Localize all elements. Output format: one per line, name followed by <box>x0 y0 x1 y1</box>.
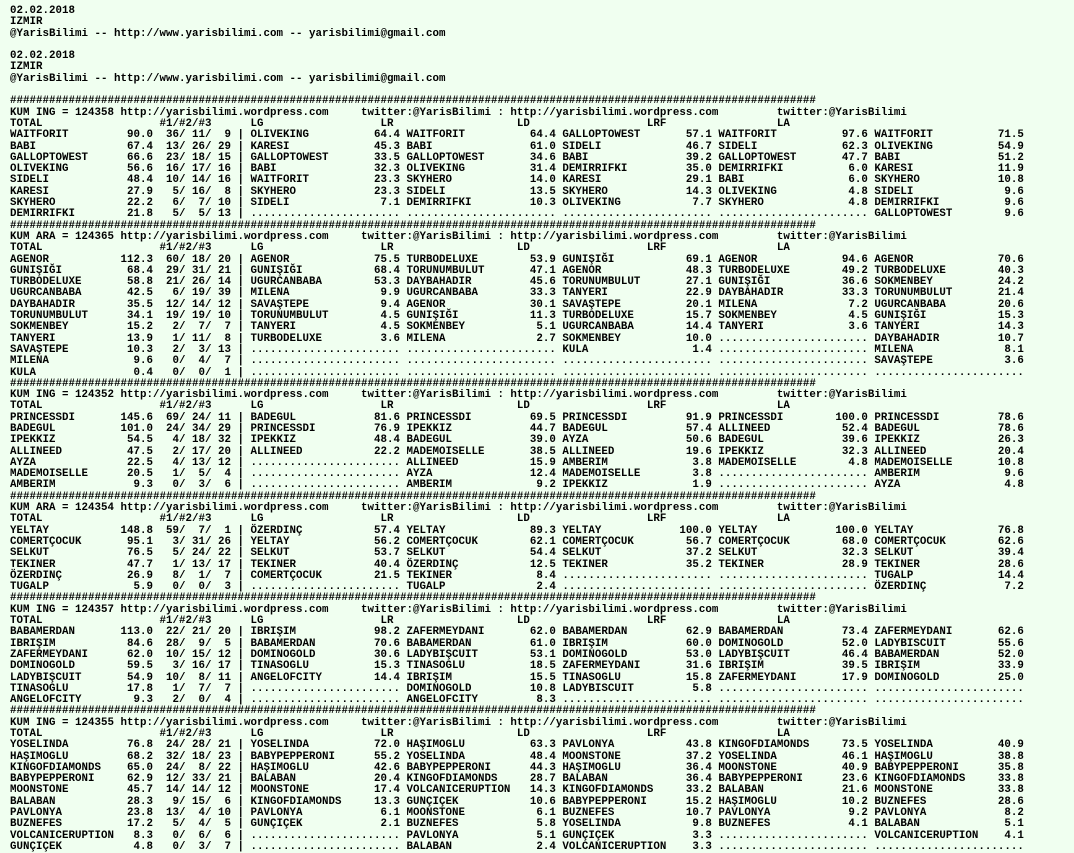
race-row: GUNIŞIĞI 68.4 29/ 31/ 21 | GUNIŞIĞI 68.4 TORUNUMBULUT 47.1 AGENOR 48.3 TURBODELUXE 49.2 TURBODELUXE 40.3 <box>10 264 1024 277</box>
column-header: TOTAL #1/#2/#3 LG LR LD LRF LA <box>10 615 790 628</box>
race-row: MILENA 9.6 0/ 4/ 7 | ....................... ....................... ....................... ....................... SAVAŞTEPE 3.6 <box>10 355 1024 368</box>
race-title: KUM ING = 124357 http://yarisbilimi.wordpress.com twitter:@YarisBilimi : http://yarisbilimi.wordpress.com twitter:@YarisBilimi <box>10 603 907 616</box>
race-row: TANYERI 13.9 1/ 11/ 8 | TURBODELUXE 3.6 MILENA 2.7 SOKMENBEY 10.0 ....................... DAYBAHADIR 10.7 <box>10 332 1024 345</box>
race-row: AYZA 22.5 4/ 13/ 12 | ....................... ALLINEED 15.9 AMBERIM 3.8 MADEMOISELLE 4.8 MADEMOISELLE 10.8 <box>10 456 1024 469</box>
race-row: LADYBIŞCUIT 54.9 10/ 8/ 11 | ANGELOFCITY 14.4 IBRIŞIM 15.5 TINASOGLU 15.8 ZAFERMEYDANI 17.9 DOMINOGOLD 25.0 <box>10 671 1024 684</box>
race-row: MOONSTONE 45.7 14/ 14/ 12 | MOONSTONE 17.4 VOLCANICERUPTION 14.3 KINGOFDIAMONDS 33.2 BALABAN 21.6 MOONSTONE 33.8 <box>10 784 1024 797</box>
race-row: ÖZERDINÇ 26.9 8/ 1/ 7 | COMERTÇOCUK 21.5 TEKINER 8.4 ....................... ....................... TUGALP 14.4 <box>10 569 1024 582</box>
race-row: BUZNEFES 17.2 5/ 4/ 5 | GUNÇIÇEK 2.1 BUZNEFES 5.8 YOSELINDA 9.8 BUZNEFES 4.1 BALABAN 5.1 <box>10 818 1024 831</box>
separator-line: ############################################################################################################################ <box>10 95 816 108</box>
race-row: BABAMERDAN 113.0 22/ 21/ 20 | IBRIŞIM 98.2 ZAFERMEYDANI 62.0 BABAMERDAN 62.9 BABAMERDAN 73.4 ZAFERMEYDANI 62.6 <box>10 626 1024 639</box>
race-row: TEKINER 47.7 1/ 13/ 17 | TEKINER 40.4 ÖZERDINÇ 12.5 TEKINER 35.2 TEKINER 28.9 TEKINER 28.6 <box>10 558 1024 571</box>
race-row: PAVLONYA 23.8 13/ 4/ 10 | PAVLONYA 6.1 MOONSTONE 6.1 BUZNEFES 10.7 PAVLONYA 9.2 PAVLONYA 8.2 <box>10 807 1024 820</box>
race-row: VOLCANICERUPTION 8.3 0/ 6/ 6 | ....................... PAVLONYA 5.1 GUNÇIÇEK 3.3 ....................... VOLCANICERUPTION 4.1 <box>10 829 1024 842</box>
race-row: SIDELI 48.4 10/ 14/ 16 | WAITFORIT 23.3 SKYHERO 14.0 KARESI 29.1 BABI 6.0 SKYHERO 10.8 <box>10 174 1024 187</box>
column-header: TOTAL #1/#2/#3 LG LR LD LRF LA <box>10 242 790 255</box>
race-row: KULA 0.4 0/ 0/ 1 | ....................... ....................... ....................... ....................... ....................... <box>10 366 1024 379</box>
race-row: BABI 67.4 13/ 26/ 29 | KARESI 45.3 BABI 61.0 SIDELI 46.7 SIDELI 62.3 OLIVEKING 54.9 <box>10 140 1024 153</box>
header-city: IZMIR <box>10 61 43 74</box>
race-row: GUNÇIÇEK 4.8 0/ 3/ 7 | ....................... BALABAN 2.4 VOLCANICERUPTION 3.3 ....................... ....................... <box>10 840 1024 853</box>
race-row: SELKUT 76.5 5/ 24/ 22 | SELKUT 53.7 SELKUT 54.4 SELKUT 37.2 SELKUT 32.3 SELKUT 39.4 <box>10 547 1024 560</box>
header-contact: @YarisBilimi -- http://www.yarisbilimi.com -- yarisbilimi@gmail.com <box>10 72 446 85</box>
column-header: TOTAL #1/#2/#3 LG LR LD LRF LA <box>10 400 790 413</box>
race-row: AGENOR 112.3 60/ 18/ 20 | AGENOR 75.5 TURBODELUXE 53.9 GUNIŞIĞI 69.1 AGENOR 94.6 AGENOR 70.6 <box>10 253 1024 266</box>
race-row: ANGELOFCITY 9.3 2/ 0/ 4 | ....................... ANGELOFCITY 8.3 ....................... ....................... ....................... <box>10 694 1024 707</box>
race-title: KUM ING = 124352 http://yarisbilimi.wordpress.com twitter:@YarisBilimi : http://yarisbilimi.wordpress.com twitter:@YarisBilimi <box>10 389 907 402</box>
separator-line: ############################################################################################################################ <box>10 490 816 503</box>
race-row: ALLINEED 47.5 2/ 17/ 20 | ALLINEED 22.2 MADEMOISELLE 38.5 ALLINEED 19.6 IPEKKIZ 32.3 ALLINEED 20.4 <box>10 445 1024 458</box>
race-title: KUM ING = 124358 http://yarisbilimi.wordpress.com twitter:@YarisBilimi : http://yarisbilimi.wordpress.com twitter:@YarisBilimi <box>10 106 907 119</box>
race-row: GALLOPTOWEST 66.6 23/ 18/ 15 | GALLOPTOWEST 33.5 GALLOPTOWEST 34.6 BABI 39.2 GALLOPTOWEST 47.7 BABI 51.2 <box>10 151 1024 164</box>
race-row: PRINCESSDI 145.6 69/ 24/ 11 | BADEGUL 81.6 PRINCESSDI 69.5 PRINCESSDI 91.9 PRINCESSDI 100.0 PRINCESSDI 78.6 <box>10 411 1024 424</box>
race-row: DEMIRRIFKI 21.8 5/ 5/ 13 | ....................... ....................... ....................... ....................... GALLOPTOWEST 9.6 <box>10 208 1024 221</box>
separator-line: ############################################################################################################################ <box>10 219 816 232</box>
race-title: KUM ARA = 124354 http://yarisbilimi.wordpress.com twitter:@YarisBilimi : http://yarisbilimi.wordpress.com twitter:@YarisBilimi <box>10 502 907 515</box>
race-row: AMBERIM 9.3 0/ 3/ 6 | ....................... AMBERIM 9.2 IPEKKIZ 1.9 ....................... AYZA 4.8 <box>10 479 1024 492</box>
race-row: ZAFERMEYDANI 62.0 10/ 15/ 12 | DOMINOGOLD 30.6 LADYBIŞCUIT 53.1 DOMINOGOLD 53.0 LADYBIŞCUIT 46.4 BABAMERDAN 52.0 <box>10 648 1024 661</box>
header-date: 02.02.2018 <box>10 5 75 17</box>
race-row: BALABAN 28.3 9/ 15/ 6 | KINGOFDIAMONDS 13.3 GUNÇIÇEK 10.6 BABYPEPPERONI 15.2 HAŞIMOGLU 10.2 BUZNEFES 28.6 <box>10 795 1024 808</box>
race-row: TINASOGLU 17.8 1/ 7/ 7 | ....................... DOMINOGOLD 10.8 LADYBISCUIT 5.8 ....................... ....................... <box>10 682 1024 695</box>
column-header: TOTAL #1/#2/#3 LG LR LD LRF LA <box>10 728 790 740</box>
race-row: BADEGUL 101.0 24/ 34/ 29 | PRINCESSDI 76.9 IPEKKIZ 44.7 BADEGUL 57.4 ALLINEED 52.4 BADEGUL 78.6 <box>10 422 1024 435</box>
race-row: DOMINOGOLD 59.5 3/ 16/ 17 | TINASOGLU 15.3 TINASOGLU 18.5 ZAFERMEYDANI 31.6 IBRIŞIM 39.5 IBRIŞIM 33.9 <box>10 660 1024 673</box>
race-title: KUM ING = 124355 http://yarisbilimi.wordpress.com twitter:@YarisBilimi : http://yarisbilimi.wordpress.com twitter:@YarisBilimi <box>10 716 907 729</box>
race-row: IPEKKIZ 54.5 4/ 18/ 32 | IPEKKIZ 48.4 BADEGUL 39.0 AYZA 50.6 BADEGUL 39.6 IPEKKIZ 26.3 <box>10 434 1024 447</box>
column-header: TOTAL #1/#2/#3 LG LR LD LRF LA <box>10 513 790 526</box>
race-title: KUM ARA = 124365 http://yarisbilimi.wordpress.com twitter:@YarisBilimi : http://yarisbilimi.wordpress.com twitter:@YarisBilimi <box>10 230 907 243</box>
race-row: KARESI 27.9 5/ 16/ 8 | SKYHERO 23.3 SIDELI 13.5 SKYHERO 14.3 OLIVEKING 4.8 SIDELI 9.6 <box>10 185 1024 198</box>
separator-line: ############################################################################################################################ <box>10 592 816 605</box>
header-city: IZMIR <box>10 16 43 29</box>
race-row: WAITFORIT 90.0 36/ 11/ 9 | OLIVEKING 64.4 WAITFORIT 64.4 GALLOPTOWEST 57.1 WAITFORIT 97.6 WAITFORIT 71.5 <box>10 129 1024 142</box>
race-row: SOKMENBEY 15.2 2/ 7/ 7 | TANYERI 4.5 SOKMENBEY 5.1 UGURCANBABA 14.4 TANYERI 3.6 TANYERI 14.3 <box>10 321 1024 334</box>
header-contact: @YarisBilimi -- http://www.yarisbilimi.com -- yarisbilimi@gmail.com <box>10 27 446 40</box>
race-row: YOSELINDA 76.8 24/ 28/ 21 | YOSELINDA 72.0 HAŞIMOGLU 63.3 PAVLONYA 43.8 KINGOFDIAMONDS 73.5 YOSELINDA 40.9 <box>10 739 1024 752</box>
race-row: BABYPEPPERONI 62.9 12/ 33/ 21 | BALABAN 20.4 KINGOFDIAMONDS 28.7 BALABAN 36.4 BABYPEPPERONI 23.6 KINGOFDIAMONDS 33.8 <box>10 773 1024 786</box>
race-row: SKYHERO 22.2 6/ 7/ 10 | SIDELI 7.1 DEMIRRIFKI 10.3 OLIVEKING 7.7 SKYHERO 4.8 DEMIRRIFKI 9.6 <box>10 197 1024 210</box>
race-row: TUGALP 5.9 0/ 0/ 3 | ....................... TUGALP 2.4 ....................... ....................... ÖZERDINÇ 7.2 <box>10 581 1024 594</box>
race-row: YELTAY 148.8 59/ 7/ 1 | ÖZERDINÇ 57.4 YELTAY 89.3 YELTAY 100.0 YELTAY 100.0 YELTAY 76.8 <box>10 524 1024 537</box>
race-row: MADEMOISELLE 20.5 1/ 5/ 4 | ....................... AYZA 12.4 MADEMOISELLE 3.8 ....................... AMBERIM 9.6 <box>10 468 1024 481</box>
race-row: TURBODELUXE 58.8 21/ 26/ 14 | UGURCANBABA 53.3 DAYBAHADIR 45.6 TORUNUMBULUT 27.1 GUNIŞIĞI 36.6 SOKMENBEY 24.2 <box>10 276 1024 289</box>
race-row: KINGOFDIAMONDS 65.0 24/ 8/ 22 | HAŞIMOGLU 42.6 BABYPEPPERONI 44.3 HAŞIMOGLU 36.4 MOONSTONE 40.9 BABYPEPPERONI 35.8 <box>10 761 1024 774</box>
race-row: SAVAŞTEPE 10.3 2/ 3/ 13 | ....................... ....................... KULA 1.4 ....................... MILENA 8.1 <box>10 343 1024 356</box>
race-row: UGURCANBABA 42.5 6/ 19/ 39 | MILENA 9.9 UGURCANBABA 33.3 TANYERI 22.9 DAYBAHADIR 33.3 TORUNUMBULUT 21.4 <box>10 287 1024 300</box>
race-row: TORUNUMBULUT 34.1 19/ 19/ 10 | TORUNUMBULUT 4.5 GUNIŞIĞI 11.3 TURBODELUXE 15.7 SOKMENBEY 4.5 GUNIŞIĞI 15.3 <box>10 310 1024 323</box>
race-row: OLIVEKING 56.6 16/ 17/ 16 | BABI 32.3 OLIVEKING 31.4 DEMIRRIFKI 35.0 DEMIRRIFKI 6.0 KARESI 11.9 <box>10 163 1024 176</box>
race-row: HAŞIMOGLU 68.2 32/ 18/ 23 | BABYPEPPERONI 55.2 YOSELINDA 48.4 MOONSTONE 37.2 YOSELINDA 46.1 HAŞIMOGLU 38.8 <box>10 750 1024 763</box>
separator-line: ############################################################################################################################ <box>10 377 816 390</box>
header-date: 02.02.2018 <box>10 50 75 63</box>
race-sections <box>10 96 1074 853</box>
column-header: TOTAL #1/#2/#3 LG LR LD LRF LA <box>10 117 790 130</box>
separator-line: ############################################################################################################################ <box>10 705 816 718</box>
race-row: DAYBAHADIR 35.5 12/ 14/ 12 | SAVAŞTEPE 9.4 AGENOR 30.1 SAVAŞTEPE 20.1 MILENA 7.2 UGURCANBABA 20.6 <box>10 298 1024 311</box>
race-row: COMERTÇOCUK 95.1 3/ 31/ 26 | YELTAY 56.2 COMERTÇOCUK 62.1 COMERTÇOCUK 56.7 COMERTÇOCUK 68.0 COMERTÇOCUK 62.6 <box>10 535 1024 548</box>
race-row: IBRIŞIM 84.6 28/ 9/ 5 | BABAMERDAN 70.6 BABAMERDAN 61.0 IBRIŞIM 60.0 DOMINOGOLD 52.0 LADYBISCUIT 55.6 <box>10 637 1024 650</box>
